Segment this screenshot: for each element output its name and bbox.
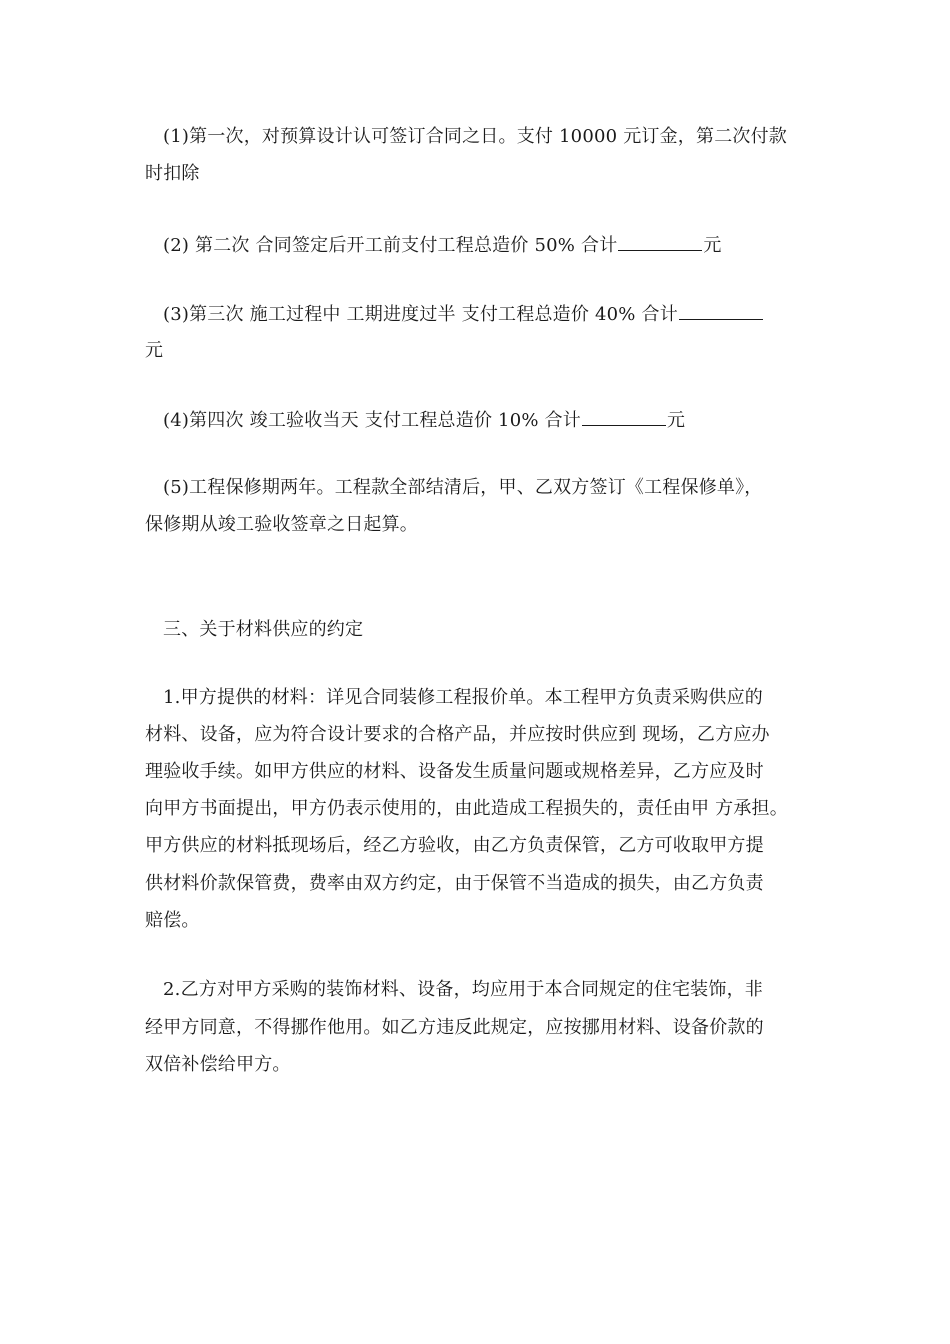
payment-2-unit: 元 bbox=[703, 235, 722, 256]
section-3-heading: 三、关于材料供应的约定 bbox=[163, 619, 364, 640]
payment-2-text: (2) 第二次 合同签定后开工前支付工程总造价 50% 合计 bbox=[163, 235, 618, 256]
item-1-line: 供材料价款保管费，费率由双方约定，由于保管不当造成的损失，由乙方负责 bbox=[145, 873, 764, 894]
item-1-line: 材料、设备，应为符合设计要求的合格产品，并应按时供应到 现场，乙方应办 bbox=[145, 724, 770, 745]
payment-3-line-2: 元 bbox=[145, 340, 164, 361]
payment-3-text: (3)第三次 施工过程中 工期进度过半 支付工程总造价 40% 合计 bbox=[163, 304, 678, 325]
payment-4-line bbox=[163, 407, 685, 433]
item-1-line: 理验收手续。如甲方供应的材料、设备发生质量问题或规格差异，乙方应及时 bbox=[145, 761, 764, 782]
item-1-line: 甲方供应的材料抵现场后，经乙方验收，由乙方负责保管，乙方可收取甲方提 bbox=[145, 835, 764, 856]
payment-2-line bbox=[163, 232, 722, 258]
payment-4-unit: 元 bbox=[667, 410, 686, 431]
payment-2-amount-blank bbox=[618, 232, 702, 251]
item-1-line: 赔偿。 bbox=[145, 910, 200, 931]
payment-1-line-2: 时扣除 bbox=[145, 163, 200, 184]
payment-3-line-1 bbox=[163, 301, 764, 327]
item-2-line: 2.乙方对甲方采购的装饰材料、设备，均应用于本合同规定的住宅装饰，非 bbox=[163, 979, 763, 1000]
item-1-line: 1.甲方提供的材料：详见合同装修工程报价单。本工程甲方负责采购供应的 bbox=[163, 687, 763, 708]
payment-1-line-1: (1)第一次，对预算设计认可签订合同之日。支付 10000 元订金，第二次付款 bbox=[163, 126, 787, 147]
payment-5-line-1: (5)工程保修期两年。工程款全部结清后，甲、乙双方签订《工程保修单》， bbox=[163, 477, 763, 498]
payment-5-line-2: 保修期从竣工验收签章之日起算。 bbox=[145, 514, 418, 535]
payment-3-amount-blank bbox=[679, 301, 763, 320]
item-2-line: 双倍补偿给甲方。 bbox=[145, 1054, 291, 1075]
payment-4-amount-blank bbox=[582, 407, 666, 426]
item-2-line: 经甲方同意，不得挪作他用。如乙方违反此规定，应按挪用材料、设备价款的 bbox=[145, 1017, 764, 1038]
item-1-line: 向甲方书面提出，甲方仍表示使用的，由此造成工程损失的，责任由甲 方承担。 bbox=[145, 798, 788, 819]
payment-4-text: (4)第四次 竣工验收当天 支付工程总造价 10% 合计 bbox=[163, 410, 581, 431]
